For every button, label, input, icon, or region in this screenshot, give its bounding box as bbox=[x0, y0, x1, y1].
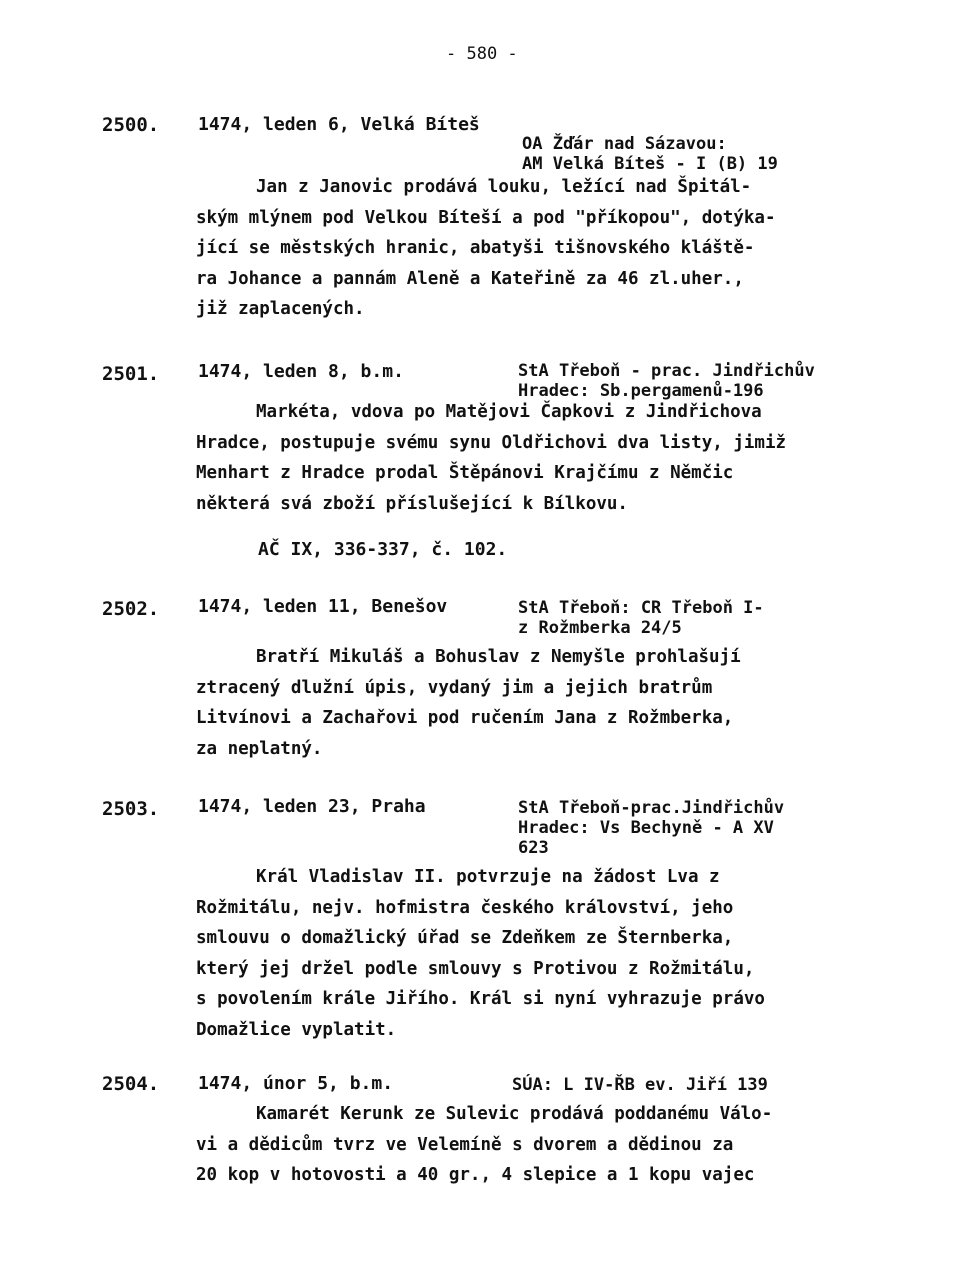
source-line: z Rožmberka 24/5 bbox=[518, 618, 682, 638]
entry-header: 1474, leden 6, Velká Bíteš bbox=[198, 114, 480, 135]
entry-text bbox=[196, 1099, 846, 1191]
source-line: StA Třeboň - prac. Jindřichův bbox=[518, 361, 815, 381]
text-line: smlouvu o domažlický úřad se Zdeňkem ze Šternberka, bbox=[196, 928, 734, 948]
text-line: Jan z Janovic prodává louku, ležící nad Špitál- bbox=[256, 177, 752, 197]
text-line: již zaplacených. bbox=[196, 299, 365, 319]
text-line: jící se městských hranic, abatyši tišnovského kláště- bbox=[196, 238, 755, 258]
text-line: Bratří Mikuláš a Bohuslav z Nemyšle prohlašují bbox=[256, 647, 741, 667]
text-line: některá svá zboží příslušející k Bílkovu. bbox=[196, 493, 628, 514]
text-line: Hradce, postupuje svému synu Oldřichovi dva listy, jimiž bbox=[196, 432, 787, 453]
text-line: 20 kop v hotovosti a 40 gr., 4 slepice a 1 kopu vajec bbox=[196, 1165, 755, 1185]
source-line: AM Velká Bíteš - I (B) 19 bbox=[522, 154, 778, 174]
source-line: StA Třeboň-prac.Jindřichův bbox=[518, 798, 785, 818]
text-line: který jej držel podle smlouvy s Protivou z Rožmitálu, bbox=[196, 958, 755, 979]
entry-number: 2501. bbox=[102, 363, 160, 385]
text-line: za neplatný. bbox=[196, 738, 323, 759]
entry-text bbox=[196, 397, 846, 519]
text-line: ským mlýnem pod Velkou Bítеší a pod "příkopou", dotýka- bbox=[196, 207, 776, 228]
entry-text bbox=[196, 642, 846, 764]
text-line: Kamarét Kerunk ze Sulevic prodává poddanému Válo- bbox=[256, 1104, 773, 1124]
text-line: ra Johance a pannám Aleně a Kateřině za 46 zl.uher., bbox=[196, 268, 744, 289]
text-line: vi a dědicům tvrz ve Velemíně s dvorem a dědinou za bbox=[196, 1134, 734, 1155]
edition-reference: AČ IX, 336-337, č. 102. bbox=[258, 539, 508, 560]
entry-source bbox=[522, 134, 778, 174]
text-line: Litvínovi a Zachařovi pod ručením Jana z Rožmberka, bbox=[196, 708, 734, 728]
entry-number: 2502. bbox=[102, 598, 160, 620]
entry-number: 2504. bbox=[102, 1073, 160, 1095]
entry-source bbox=[518, 598, 764, 638]
entry-header: 1474, leden 11, Benešov bbox=[198, 596, 448, 617]
entry-header: 1474, leden 23, Praha bbox=[198, 796, 426, 817]
entry-source bbox=[518, 361, 815, 401]
entry-header: 1474, leden 8, b.m. bbox=[198, 361, 404, 382]
source-line: 623 bbox=[518, 838, 549, 858]
text-line: Král Vladislav II. potvrzuje na žádost Lva z bbox=[256, 867, 720, 887]
text-line: s povolením krále Jiřího. Král si nyní vyhrazuje právo bbox=[196, 989, 765, 1009]
page-number: - 580 - bbox=[446, 44, 518, 64]
entry-text bbox=[196, 862, 846, 1045]
source-line: Hradec: Sb.pergamenů-196 bbox=[518, 381, 764, 401]
text-line: Rožmitálu, nejv. hofmistra českého království, jeho bbox=[196, 897, 734, 918]
entry-source bbox=[512, 1075, 768, 1095]
entry-text bbox=[196, 172, 846, 325]
entry-number: 2500. bbox=[102, 114, 160, 136]
text-line: Menhart z Hradce prodal Štěpánovi Krajčímu z Němčic bbox=[196, 463, 734, 483]
entry-number: 2503. bbox=[102, 798, 160, 820]
source-line: OA Žďár nad Sázavou: bbox=[522, 134, 727, 154]
text-line: ztracený dlužní úpis, vydaný jim a jejich bratrům bbox=[196, 677, 713, 698]
text-line: Markéta, vdova po Matějovi Čapkovi z Jindřichova bbox=[256, 402, 762, 422]
entry-header: 1474, únor 5, b.m. bbox=[198, 1073, 394, 1094]
source-line: SÚA: L IV-ŘB ev. Jiří 139 bbox=[512, 1075, 768, 1095]
text-line: Domažlice vyplatit. bbox=[196, 1019, 397, 1040]
entry-source bbox=[518, 798, 784, 858]
source-line: StA Třeboň: CR Třeboň I- bbox=[518, 598, 764, 618]
source-line: Hradec: Vs Bechyně - A XV bbox=[518, 818, 774, 838]
